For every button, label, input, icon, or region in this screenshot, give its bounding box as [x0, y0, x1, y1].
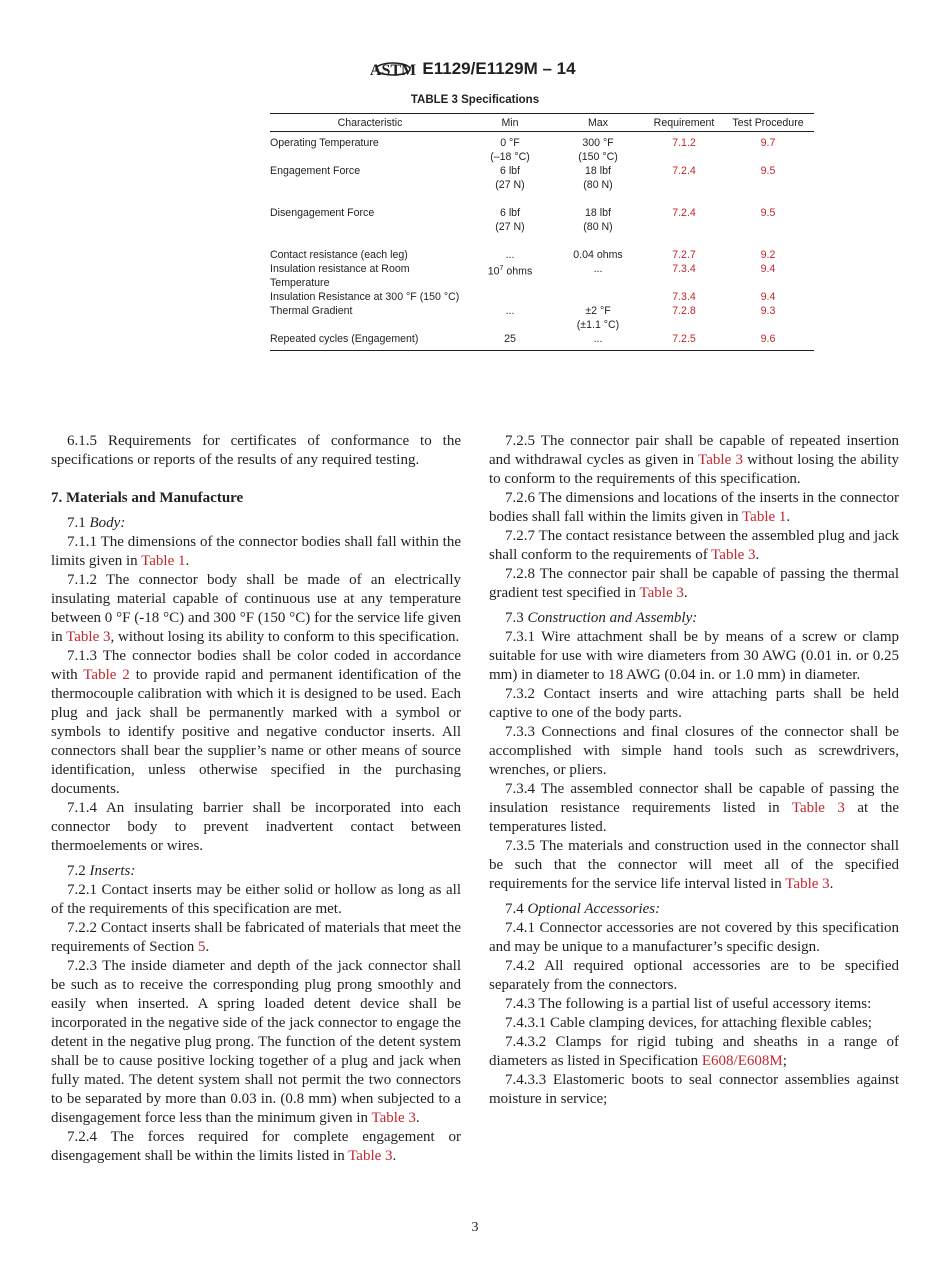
cross-reference-link[interactable]: Table 3 [639, 585, 684, 601]
text: 7.4.3.1 Cable clamping devices, for attaching flexible cables; [505, 1015, 872, 1031]
column-header: Test Procedure [722, 114, 814, 132]
text: 7. Materials and Manufacture [51, 490, 244, 506]
text: 6.1.5 Requirements for certificates of conformance to the specifications or reports of the results of any required testing. [51, 433, 461, 468]
requirement-cell [646, 332, 722, 351]
max-value: (150 °C) [578, 151, 618, 163]
requirement-link[interactable]: 7.2.4 [672, 165, 696, 177]
requirement-cell [646, 248, 722, 262]
requirement-link[interactable]: 7.3.4 [672, 291, 696, 303]
cross-reference-link[interactable]: Table 3 [371, 1110, 416, 1126]
characteristic-cell: Disengagement Force [270, 207, 375, 219]
table-row [270, 290, 814, 304]
max-value: 0.04 ohms [573, 249, 623, 261]
text: 7.3 [505, 610, 528, 626]
table-row [270, 164, 814, 206]
requirement-link[interactable]: 7.2.4 [672, 207, 696, 219]
min-cell [470, 262, 550, 290]
test-procedure-cell [722, 290, 814, 304]
test-procedure-link[interactable]: 9.5 [760, 165, 776, 177]
text: ; [782, 1053, 787, 1069]
text: 7.2.3 The inside diameter and depth of the jack connector shall be such as to receive the corresponding plug prong smoothly and easily when inserted. A spring loaded detent device shall be incorporated in the negative side of the jack connector to engage the detent in the negative plug prong. The function of the detent system shall be to cause positive locking together of a plug and jack when fully mated. The detent system shall not permit the two connectors to be separated by more than 0.03 in. (0.8 mm) when subjected to a disengagement force less than the minimum given in [51, 958, 461, 1126]
subsection-title: Inserts: [89, 863, 136, 879]
max-cell [550, 132, 646, 165]
characteristic-cell: Engagement Force [270, 165, 361, 177]
min-value: (–18 °C) [490, 151, 530, 163]
text: 7.4.1 Connector accessories are not covered by this specification and may be unique to a manufacturer’s specific design. [489, 920, 899, 955]
cross-reference-link[interactable]: Table 1 [742, 509, 787, 525]
paragraph [51, 957, 461, 1128]
characteristic-cell: Operating Temperature [270, 137, 379, 149]
paragraph [489, 957, 899, 995]
min-value: ... [505, 305, 515, 317]
table-row [270, 248, 814, 262]
subsection-heading [51, 862, 461, 881]
requirement-link[interactable]: 7.2.7 [672, 249, 696, 261]
max-value: (±1.1 °C) [576, 319, 620, 331]
paragraph [51, 514, 461, 533]
characteristic-cell: Insulation Resistance at 300 °F (150 °C) [270, 291, 460, 303]
test-procedure-cell [722, 248, 814, 262]
min-cell [470, 248, 550, 262]
paragraph [489, 1033, 899, 1071]
paragraph [489, 685, 899, 723]
text: 7.3.5 The materials and construction used in the connector shall be such that the connector will meet all of the specified requirements for the service life interval listed in [489, 838, 899, 892]
requirement-cell [646, 206, 722, 248]
svg-text:ASTM: ASTM [370, 62, 417, 79]
text: . [392, 1148, 397, 1164]
requirement-cell [646, 164, 722, 206]
text: 7.1 [67, 515, 90, 531]
text: , without losing its ability to conform to this specification. [110, 629, 460, 645]
max-cell [550, 248, 646, 262]
min-value: 6 lbf [499, 165, 521, 177]
page-header [0, 54, 950, 84]
test-procedure-link[interactable]: 9.5 [760, 207, 776, 219]
paragraph [489, 565, 899, 603]
text: 7.3.4 The assembled connector shall be capable of passing the insulation resistance requirements listed in [489, 781, 899, 816]
paragraph [51, 881, 461, 919]
text: without losing the ability to conform to the requirements of this specification. [489, 452, 899, 487]
cross-reference-link[interactable]: E608/E608M [701, 1053, 783, 1069]
text: . [205, 939, 210, 955]
requirement-cell [646, 262, 722, 290]
astm-logo-icon [370, 54, 417, 84]
min-value: (27 N) [495, 179, 525, 191]
test-procedure-link[interactable]: 9.4 [760, 263, 776, 275]
max-cell [550, 164, 646, 206]
test-procedure-cell [722, 164, 814, 206]
text: . [755, 547, 760, 563]
text: 7.2.8 The connector pair shall be capable of passing the thermal gradient test specified in [489, 566, 899, 601]
requirement-cell [646, 132, 722, 165]
min-value: 10 [487, 265, 500, 278]
cross-reference-link[interactable]: 5 [198, 939, 206, 955]
column-header: Min [470, 114, 550, 132]
paragraph [51, 919, 461, 957]
requirement-link[interactable]: 7.1.2 [672, 137, 696, 149]
paragraph [489, 723, 899, 780]
page-number: 3 [471, 1220, 479, 1235]
max-value: ±2 °F [585, 305, 611, 317]
min-cell [470, 290, 550, 304]
min-cell [470, 164, 550, 206]
test-procedure-link[interactable]: 9.6 [760, 333, 776, 345]
table-row [270, 132, 814, 165]
max-cell [550, 262, 646, 290]
cross-reference-link[interactable]: Table 3 [66, 629, 111, 645]
cross-reference-link[interactable]: Table 3 [791, 800, 845, 816]
text: . [683, 585, 688, 601]
exponent: 7 [499, 265, 504, 272]
requirement-cell [646, 304, 722, 332]
right-column [489, 432, 899, 1109]
cross-reference-link[interactable]: Table 3 [785, 876, 830, 892]
text: 7.4.3 The following is a partial list of useful accessory items: [505, 996, 872, 1012]
min-cell [470, 304, 550, 332]
text: 7.3.1 Wire attachment shall be by means of a screw or clamp suitable for use with wire diameters from 30 AWG (0.01 in. or 0.25 mm) in diameter to 18 AWG (0.04 in. or 1.0 mm) in diameter. [489, 629, 899, 683]
min-value: 6 lbf [499, 207, 521, 219]
paragraph [51, 432, 461, 470]
max-value: 18 lbf [585, 165, 611, 177]
table-row [270, 206, 814, 248]
max-value: ... [593, 263, 603, 275]
paragraph [489, 628, 899, 685]
subsection-title: Body: [89, 515, 126, 531]
characteristic-cell: Thermal Gradient [270, 305, 353, 317]
max-cell [550, 332, 646, 351]
requirement-link[interactable]: 7.2.5 [672, 333, 696, 345]
min-cell [470, 206, 550, 248]
paragraph [489, 1014, 899, 1033]
text: 7.2.2 Contact inserts shall be fabricated of materials that meet the requirements of Section [51, 920, 461, 955]
paragraph [489, 919, 899, 957]
cross-reference-link[interactable]: Table 3 [698, 452, 743, 468]
cross-reference-link[interactable]: Table 2 [83, 667, 130, 683]
text: at the temperatures listed. [489, 800, 900, 835]
characteristic-cell: Insulation resistance at Room Temperature [270, 263, 410, 289]
text: . [786, 509, 791, 525]
paragraph [51, 533, 461, 571]
cross-reference-link[interactable]: Table 3 [711, 547, 756, 563]
min-cell [470, 332, 550, 351]
max-value: ... [593, 333, 603, 345]
min-value: (27 N) [495, 221, 525, 233]
text: 7.2.7 The contact resistance between the assembled plug and jack shall conform to the requirements of [489, 528, 899, 563]
column-header: Characteristic [270, 114, 470, 132]
max-cell [550, 304, 646, 332]
subsection-title: Optional Accessories: [527, 901, 661, 917]
text: 7.1.1 The dimensions of the connector bodies shall fall within the limits given in [51, 534, 461, 569]
text: 7.2.6 The dimensions and locations of the inserts in the connector bodies shall fall within the limits given in [489, 490, 899, 525]
text: 7.2 [67, 863, 90, 879]
test-procedure-link[interactable]: 9.2 [760, 249, 776, 261]
text: 7.1.3 The connector bodies shall be color coded in accordance with [51, 648, 461, 683]
test-procedure-cell [722, 262, 814, 290]
left-column [51, 432, 461, 1166]
test-procedure-cell [722, 132, 814, 165]
characteristic-cell: Contact resistance (each leg) [270, 249, 408, 261]
characteristic-cell: Repeated cycles (Engagement) [270, 332, 470, 351]
text: 7.3.3 Connections and final closures of the connector shall be accomplished with simple hand tools such as screwdrivers, wrenches, or pliers. [489, 724, 899, 778]
subsection-heading [489, 900, 899, 919]
text: 7.2.1 Contact inserts may be either solid or hollow as long as all of the requirements of this specification are met. [51, 882, 461, 917]
unit: ohms [503, 265, 533, 278]
paragraph [51, 571, 461, 647]
max-cell [550, 290, 646, 304]
table-row [270, 332, 814, 351]
max-cell [550, 206, 646, 248]
table-caption: TABLE 3 Specifications [410, 94, 540, 106]
text: 7.4.3.3 Elastomeric boots to seal connector assemblies against moisture in service; [489, 1072, 899, 1107]
min-value: 25 [504, 333, 516, 345]
text: 7.3.2 Contact inserts and wire attaching parts shall be held captive to one of the body parts. [489, 686, 899, 721]
text: 7.4.3.2 Clamps for rigid tubing and sheaths in a range of diameters as listed in Specification [489, 1034, 899, 1069]
text: 7.1.2 The connector body shall be made of an electrically insulating material capable of continuous use at any temperature between 0 °F (-18 °C) and 300 °F (150 °C) for the service life given in [51, 572, 461, 645]
text: . [185, 553, 190, 569]
text: 7.1.4 An insulating barrier shall be incorporated into each connector body to prevent inadvertent contact between thermoelements or wires. [51, 800, 461, 854]
max-value: (80 N) [583, 221, 613, 233]
min-value: 0 °F [500, 137, 520, 149]
test-procedure-link[interactable]: 9.3 [760, 305, 776, 317]
cross-reference-link[interactable]: Table 1 [141, 553, 186, 569]
test-procedure-cell [722, 206, 814, 248]
document-title: E1129/E1129M – 14 [422, 59, 576, 78]
min-value: ... [505, 249, 515, 261]
requirement-cell [646, 290, 722, 304]
max-value: 300 °F [582, 137, 614, 149]
text: to provide rapid and permanent identification of the thermocouple calibration with which it is designed to be used. Each plug and jack shall be permanently marked with a symbol or symbols to identify positive and negative conductor inserts. All connectors shall bear the supplier’s name or other means of source identification, unless otherwise specified in the purchasing documents. [51, 667, 461, 797]
paragraph [489, 837, 899, 894]
test-procedure-cell [722, 332, 814, 351]
text: . [829, 876, 834, 892]
test-procedure-cell [722, 304, 814, 332]
subsection-heading [489, 609, 899, 628]
paragraph [51, 1128, 461, 1166]
cross-reference-link[interactable]: Table 3 [348, 1148, 393, 1164]
text: 7.4.2 All required optional accessories are to be specified separately from the connectors. [489, 958, 899, 993]
text: 7.2.5 The connector pair shall be capable of repeated insertion and withdrawal cycles as given in [489, 433, 899, 468]
test-procedure-link[interactable]: 9.7 [760, 137, 776, 149]
paragraph [489, 527, 899, 565]
min-cell [470, 132, 550, 165]
requirement-link[interactable]: 7.2.8 [672, 305, 696, 317]
text: . [415, 1110, 420, 1126]
specifications-table [270, 113, 814, 351]
paragraph [51, 799, 461, 856]
column-header: Max [550, 114, 646, 132]
paragraph [489, 780, 899, 837]
text: 7.2.4 The forces required for complete engagement or disengagement shall be within the limits listed in [51, 1129, 461, 1164]
table-row [270, 304, 814, 332]
column-header: Requirement [646, 114, 722, 132]
paragraph [51, 647, 461, 799]
requirement-link[interactable]: 7.3.4 [672, 263, 696, 275]
paragraph [489, 995, 899, 1014]
text: 7.4 [505, 901, 528, 917]
paragraph [489, 432, 899, 489]
max-value: 18 lbf [585, 207, 611, 219]
subsection-title: Construction and Assembly: [527, 610, 698, 626]
section-heading [51, 489, 461, 508]
max-value: (80 N) [583, 179, 613, 191]
paragraph [489, 489, 899, 527]
test-procedure-link[interactable]: 9.4 [760, 291, 776, 303]
table-row [270, 262, 814, 290]
paragraph [489, 1071, 899, 1109]
